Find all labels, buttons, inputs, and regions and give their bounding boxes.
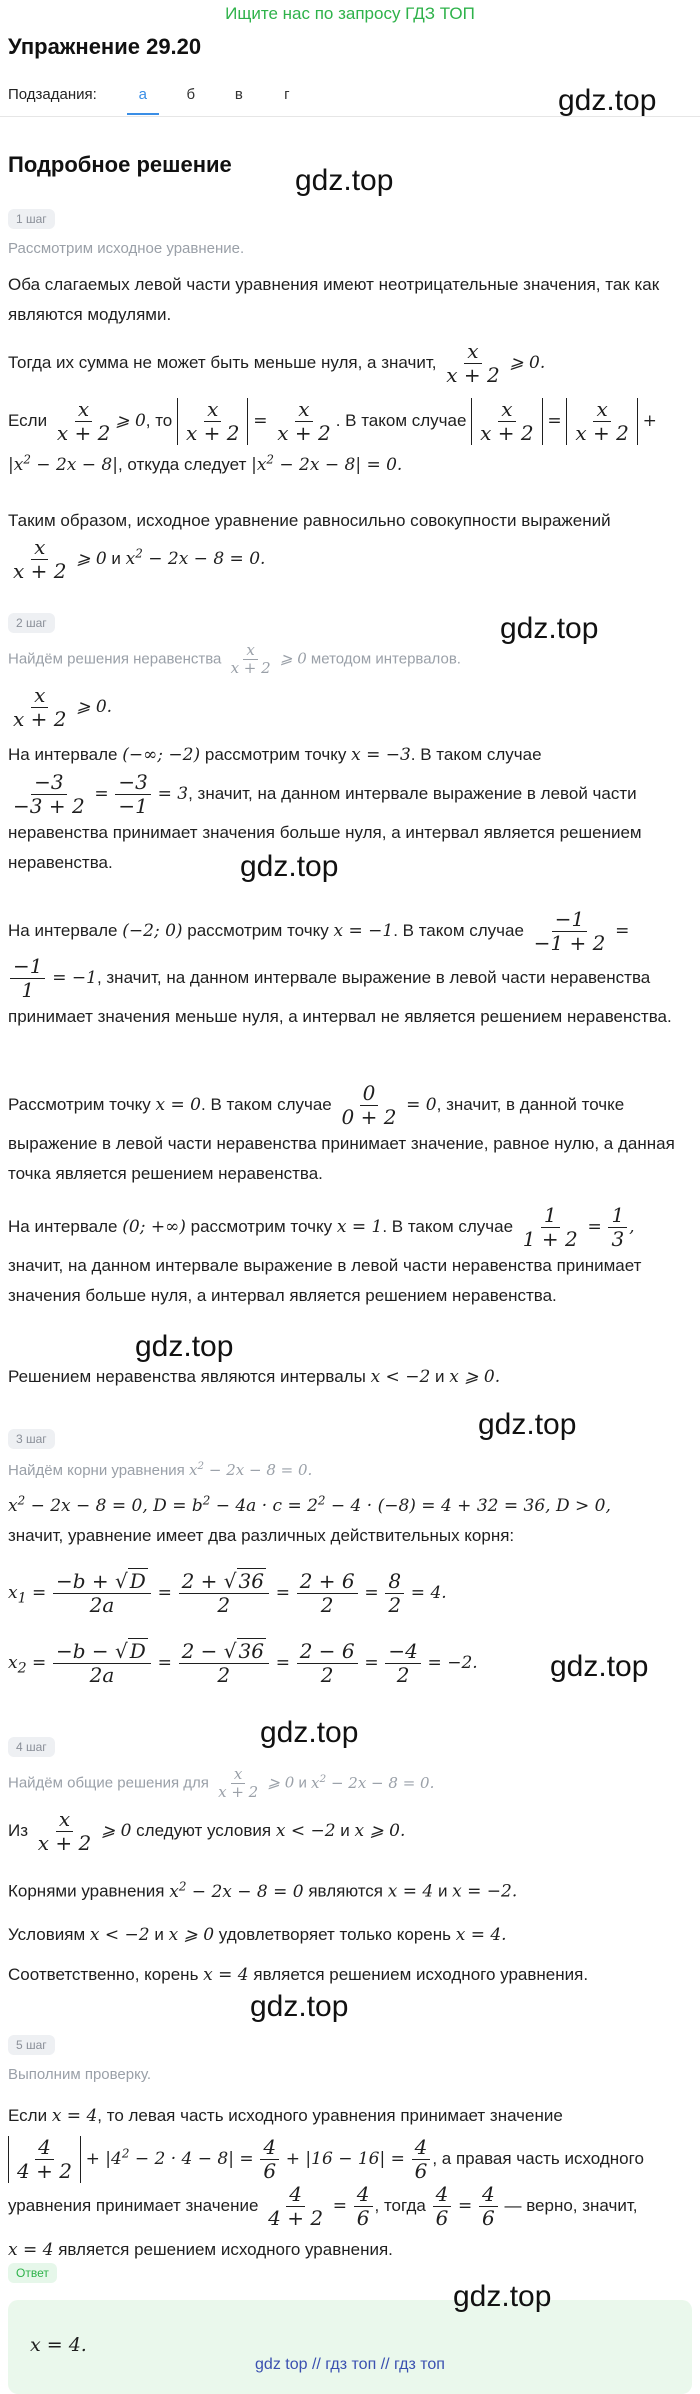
check: Если x = 4, то левая часть исходного уравнения принимает значение $\frac{4}{4 + 2}$ + $|4^2 - 2 \cdot 4 - 8|$ = $\frac{4}{6}$ + |16 − 16| = $\frac{4}{6}$ , а правая часть исходного уравнения принимает значение $\frac{4}{4 + 2}$ = $\frac{4}{6}$ , тогда $\frac{4}{6}$ = $\frac{4}{6}$ — верно, значит, x = 4 является решением исходного уравнения.	[8, 2106, 644, 2261]
watermark: gdz.top	[135, 1330, 234, 1363]
root-1: $x_1$ = $\frac{-b + √ D}{2a}$ = $\frac{2 + √ 36}{2}$ = $\frac{2 + 6}{2}$ = $\frac{8}{2}$ = 4.	[8, 1569, 447, 1617]
roots: Корнями уравнения $x^2 - 2x - 8 = 0$ являются x = 4 и x = −2.	[8, 1879, 518, 1902]
interval-1: На интервале (−∞; −2) рассмотрим точку x = −3. В таком случае $\frac{-3}{-3 + 2}$ = $\frac{-3}{-1}$ = 3, значит, на данном интервале выражение в левой части неравенства принимает значения больше нуля, а интервал является решением неравенства.	[8, 745, 642, 872]
step-badge: 4 шаг	[8, 1738, 55, 1756]
watermark: gdz.top	[240, 850, 339, 883]
tab-b[interactable]: б	[186, 86, 196, 103]
step-badge: 2 шаг	[8, 614, 55, 632]
tab-g[interactable]: г	[284, 86, 290, 103]
step-intro: Выполним проверку.	[8, 2066, 152, 2083]
only-root: Условиям x < −2 и x ⩾ 0 удовлетворяет только корень x = 4.	[8, 1925, 507, 1945]
step-intro: Найдём корни уравнения $x^2 - 2x - 8 = 0$.	[8, 1460, 313, 1479]
watermark: gdz.top	[558, 84, 657, 117]
discriminant: $x^2 - 2x - 8 = 0$, $D = b^2 - 4a \cdot c = 2^2 - 4 \cdot (-8) = 4 + 32 = 36$, D > 0, значит, уравнение имеет два различных действительных корня:	[8, 1493, 611, 1546]
tab-v[interactable]: в	[234, 86, 243, 103]
watermark: gdz.top	[250, 1990, 349, 2023]
step1-line3: Если $\frac{x}{x + 2}$ ⩾ 0, то $\frac{x}{x + 2}$ = $\frac{x}{x + 2}$ . В таком случае $\frac{x}{x + 2}$ = $\frac{x}{x + 2}$ + $|x^2 - 2x - 8|$, откуда следует $|x^2 - 2x - 8| = 0$.	[8, 397, 657, 475]
solution-heading: Подробное решение	[8, 152, 232, 177]
step-intro: Найдём решения неравенства $\frac{x}{x + 2}$ ⩾ 0 методом интервалов.	[8, 641, 461, 678]
interval-2: На интервале (−2; 0) рассмотрим точку x = −1. В таком случае $\frac{-1}{-1 + 2}$ = $\frac{-1}{1}$ = −1, значит, на данном интервале выражение в левой части неравенства принимает значения меньше нуля, а интервал не является решением неравенства.	[8, 907, 672, 1026]
step-badge: 1 шаг	[8, 210, 55, 228]
watermark: gdz.top	[550, 1650, 649, 1683]
root-2: $x_2$ = $\frac{-b - √ D}{2a}$ = $\frac{2 - √ 36}{2}$ = $\frac{2 - 6}{2}$ = $\frac{-4}{2}$ = −2.	[8, 1639, 478, 1687]
ad-banner[interactable]: Ищите нас по запросу ГДЗ ТОП	[225, 4, 475, 23]
answer-value: x = 4.	[30, 2334, 87, 2356]
footer-links[interactable]: gdz top // гдз топ // гдз топ	[255, 2356, 445, 2373]
step-badge: 3 шаг	[8, 1430, 55, 1448]
watermark: gdz.top	[453, 2280, 552, 2313]
answer-badge: Ответ	[8, 2264, 57, 2282]
tab-a[interactable]: а	[119, 86, 167, 103]
step1-line2: Тогда их сумма не может быть меньше нуля, а значит, $\frac{x}{x + 2}$ ⩾ 0.	[8, 339, 546, 387]
result: Решением неравенства являются интервалы x < −2 и x ⩾ 0.	[8, 1367, 501, 1387]
point-0: Рассмотрим точку x = 0. В таком случае $\frac{0}{0 + 2}$ = 0, значит, в данной точке выражение в левой части неравенства принимает значение, равное нулю, а данная точка является решением неравенства.	[8, 1081, 675, 1183]
solution-root: Соответственно, корень x = 4 является решением исходного уравнения.	[8, 1965, 589, 1985]
subtasks-label: Подзадания:	[8, 86, 97, 103]
interval-3: На интервале (0; +∞) рассмотрим точку x = 1. В таком случае $\frac{1}{1 + 2}$ = $\frac{1}{3}$ , значит, на данном интервале выражение в левой части неравенства принимает значения больше нуля, а интервал является решением неравенства.	[8, 1203, 642, 1305]
watermark: gdz.top	[478, 1408, 577, 1441]
step1-line4: Таким образом, исходное уравнение равносильно совокупности выражений $\frac{x}{x + 2}$ ⩾ 0 и $x^2 - 2x - 8 = 0$.	[8, 511, 611, 583]
step-intro: Найдём общие решения для $\frac{x}{x + 2}$ ⩾ 0 и $x^2 - 2x - 8 = 0$.	[8, 1765, 435, 1802]
answer-box	[8, 2300, 692, 2394]
step1-text: Оба слагаемых левой части уравнения имеют неотрицательные значения, так как являются модулями.	[8, 275, 660, 324]
page-title: Упражнение 29.20	[8, 34, 202, 59]
watermark: gdz.top	[500, 612, 599, 645]
step-intro: Рассмотрим исходное уравнение.	[8, 240, 245, 257]
inequality: $\frac{x}{x + 2}$ ⩾ 0.	[13, 683, 113, 731]
watermark: gdz.top	[295, 164, 394, 197]
subtasks-bar	[8, 86, 311, 103]
watermark: gdz.top	[260, 1716, 359, 1749]
step-badge: 5 шаг	[8, 2036, 55, 2054]
conditions: Из $\frac{x}{x + 2}$ ⩾ 0 следуют условия x < −2 и x ⩾ 0.	[8, 1807, 406, 1855]
